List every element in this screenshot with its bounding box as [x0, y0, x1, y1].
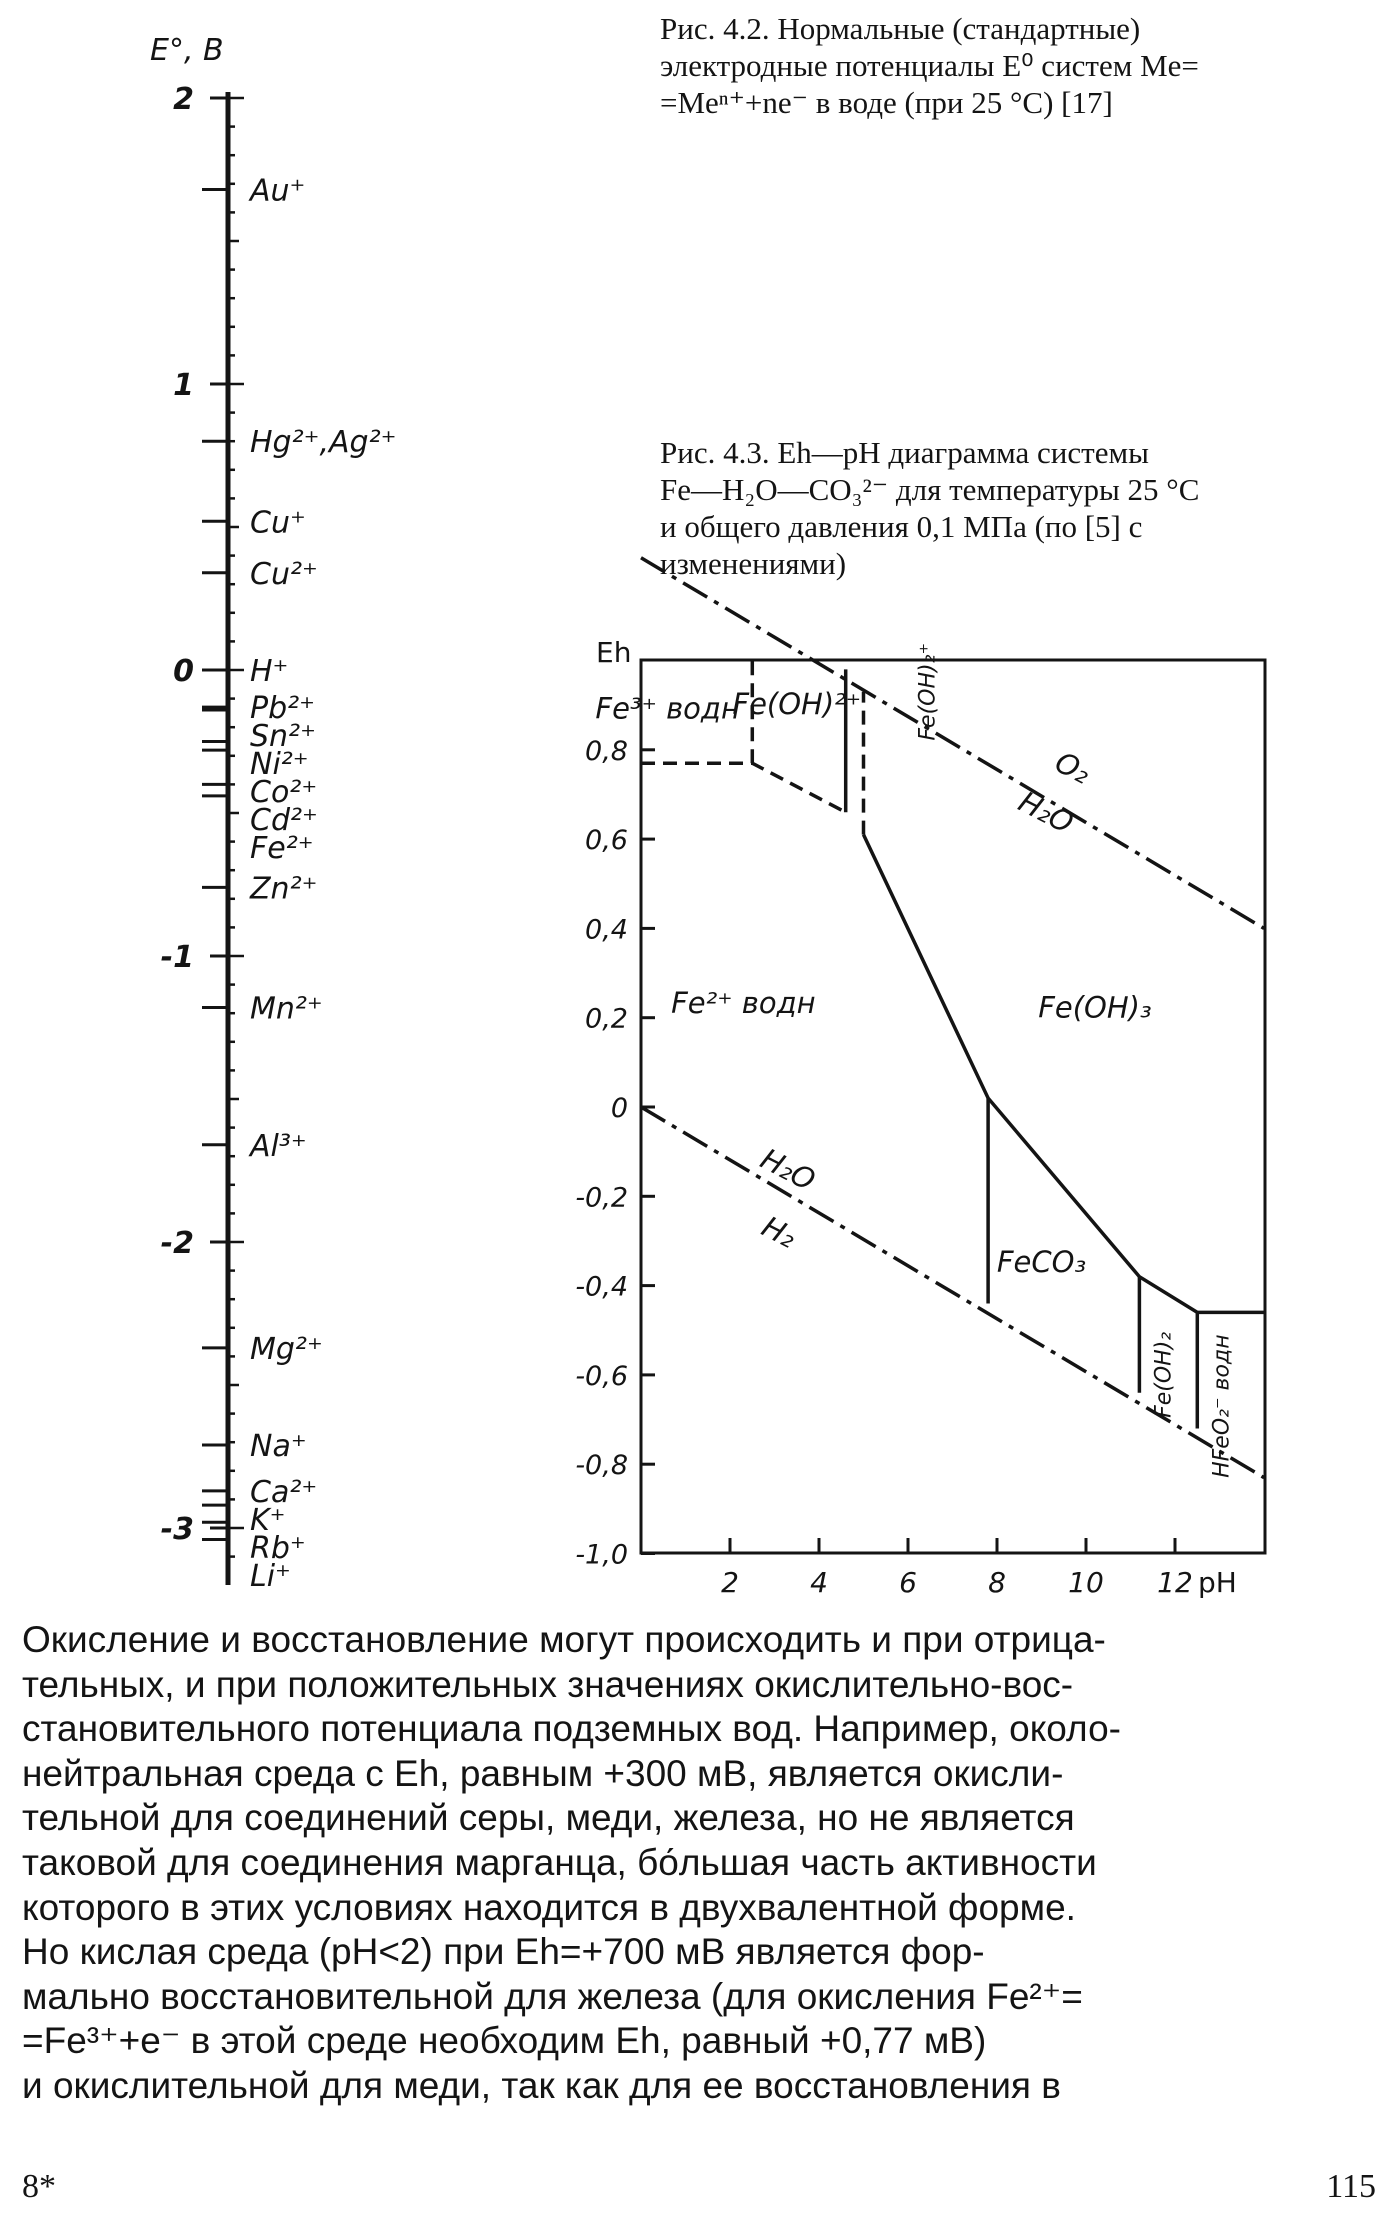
body-line: тельных, и при положительных значениях окислительно-вос-	[22, 1663, 1074, 1705]
potential-scale-ticks	[161, 82, 244, 1557]
point-label: Cu²⁺	[250, 556, 318, 592]
y-tick-label: 0,2	[585, 1003, 628, 1035]
y-tick-label: 0,6	[585, 825, 628, 857]
region-label: H₂O	[1013, 784, 1079, 841]
caption-line: электродные потенциалы E⁰ систем Me=	[660, 48, 1199, 83]
x-tick-label: 6	[899, 1566, 917, 1599]
point-label: Ca²⁺	[250, 1474, 318, 1510]
region-label: HFeO₂⁻ водн	[1209, 1334, 1235, 1478]
figure-4-2-caption	[660, 10, 1372, 121]
caption-line: изменениями)	[660, 546, 847, 581]
body-paragraph	[22, 1618, 1377, 2109]
potential-axis-label: E°, В	[150, 33, 224, 68]
tick-label: 2	[173, 82, 194, 117]
caption-line: и общего давления 0,1 МПа (по [5] с	[660, 509, 1143, 544]
signature-mark: 8*	[22, 2168, 56, 2205]
y-tick-label: -1,0	[575, 1539, 628, 1571]
body-line: становительного потенциала подземных вод. Например, около-	[22, 1708, 1121, 1750]
y-axis-title: Eh	[596, 636, 632, 669]
figure-4-3-caption	[660, 434, 1372, 582]
caption-line: Fe—H₂O—CO₃²⁻ для температуры 25 °С	[660, 472, 1200, 507]
body-line: и окислительной для меди, так как для ее восстановления в	[22, 2064, 1061, 2106]
region-label: Fe(OH)²⁺	[732, 687, 862, 722]
y-tick-label: 0,8	[585, 735, 628, 767]
region-label: Fe(OH)₂⁺	[915, 642, 941, 741]
boundary-line	[864, 835, 1265, 1313]
point-label: Ni²⁺	[250, 747, 309, 783]
point-label: H⁺	[250, 654, 289, 689]
point-label: Hg²⁺,Ag²⁺	[250, 425, 397, 461]
body-line: нейтральная среда с Eh, равным +300 мВ, является окисли-	[22, 1752, 1064, 1794]
tick-label: -1	[160, 940, 194, 975]
y-tick-label: 0	[610, 1093, 628, 1124]
plot-frame	[641, 660, 1265, 1553]
point-label: Cd²⁺	[250, 803, 318, 839]
y-tick-label: -0,2	[575, 1182, 628, 1214]
boundary-line	[641, 558, 1264, 929]
region-label: Fe(OH)₂	[1151, 1331, 1177, 1418]
point-label: Li⁺	[250, 1558, 291, 1594]
eh-ph-diagram	[560, 610, 1280, 1610]
x-tick-label: 8	[988, 1566, 1006, 1599]
y-tick-label: -0,4	[575, 1271, 628, 1303]
tick-label: -2	[160, 1226, 194, 1261]
body-line: мально восстановительной для железа (для окисления Fe²⁺=	[22, 1975, 1083, 2017]
x-tick-label: 4	[810, 1566, 828, 1599]
region-label: Fe²⁺ водн	[671, 986, 816, 1021]
caption-line: Рис. 4.2. Нормальные (стандартные)	[660, 11, 1141, 46]
body-line: которого в этих условиях находится в двухвалентной форме.	[22, 1886, 1076, 1928]
body-line: =Fe³⁺+e⁻ в этой среде необходим Eh, равный +0,77 мВ)	[22, 2020, 987, 2062]
body-line: тельной для соединений серы, меди, железа, но не является	[22, 1797, 1075, 1839]
point-label: Co²⁺	[250, 775, 318, 811]
point-label: Pb²⁺	[250, 691, 315, 727]
point-label: Au⁺	[250, 173, 306, 209]
page-number: 115	[1326, 2168, 1376, 2205]
point-label: Fe²⁺	[250, 831, 314, 867]
region-label: H₂O	[755, 1141, 821, 1198]
region-label: O₂	[1049, 744, 1096, 791]
y-tick-label: 0,4	[585, 914, 628, 946]
point-label: Cu⁺	[250, 505, 306, 541]
x-tick-label: 12	[1157, 1566, 1193, 1599]
x-axis-title: pH	[1198, 1566, 1237, 1599]
point-label: Mn²⁺	[250, 991, 323, 1027]
boundary-line	[641, 1107, 1264, 1478]
point-label: Rb⁺	[250, 1530, 306, 1566]
region-label: H₂	[756, 1209, 802, 1255]
point-label: Na⁺	[250, 1429, 307, 1465]
potential-scale-figure	[0, 0, 397, 1610]
tick-label: 1	[173, 368, 194, 403]
y-tick-label: -0,6	[575, 1360, 628, 1392]
region-label: Fe(OH)₃	[1038, 990, 1152, 1025]
boundary-line	[641, 763, 846, 812]
caption-line: =Meⁿ⁺+ne⁻ в воде (при 25 °С) [17]	[660, 85, 1113, 120]
tick-label: -3	[160, 1512, 194, 1547]
region-label: Fe³⁺ водн	[595, 691, 740, 726]
point-label: Zn²⁺	[250, 871, 318, 907]
x-tick-label: 2	[721, 1566, 739, 1599]
body-line: Но кислая среда (pH<2) при Eh=+700 мВ является фор-	[22, 1931, 985, 1973]
point-label: Mg²⁺	[250, 1331, 323, 1367]
body-line: Окисление и восстановление могут происходить и при отрица-	[22, 1619, 1106, 1660]
point-label: Sn²⁺	[250, 719, 316, 755]
y-tick-label: -0,8	[575, 1450, 628, 1482]
point-label: K⁺	[250, 1502, 286, 1538]
body-line: таковой для соединения марганца, бо́льшая часть активности	[22, 1841, 1097, 1883]
potential-scale-points	[202, 174, 396, 1594]
axis-ticks	[575, 736, 1193, 1599]
tick-label: 0	[173, 654, 194, 689]
caption-line: Рис. 4.3. Eh—pH диаграмма системы	[660, 435, 1149, 470]
point-label: Al³⁺	[250, 1128, 307, 1164]
region-label: FeCO₃	[996, 1245, 1087, 1280]
x-tick-label: 10	[1068, 1566, 1104, 1599]
